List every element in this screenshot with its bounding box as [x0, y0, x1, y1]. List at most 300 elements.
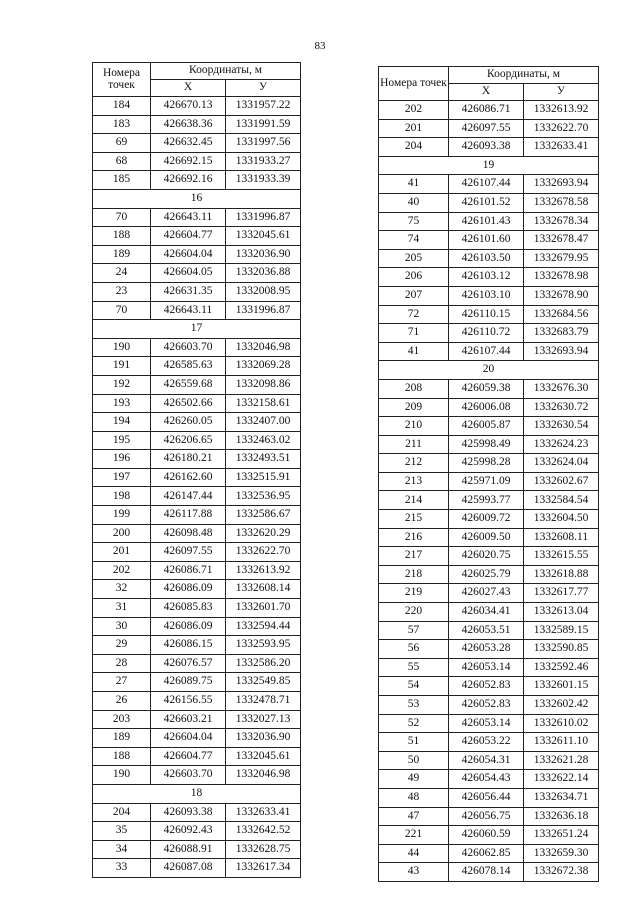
point-number-cell: 211	[379, 435, 449, 454]
y-coordinate-cell: 1332604.50	[524, 510, 599, 529]
x-coordinate-cell: 426009.72	[449, 510, 524, 529]
x-coordinate-cell: 426603.21	[151, 710, 226, 729]
y-coordinate-cell: 1332678.34	[524, 212, 599, 231]
table-row	[379, 547, 599, 566]
header-coordinates: Координаты, м	[151, 63, 301, 80]
point-number-cell: 51	[379, 733, 449, 752]
x-coordinate-cell: 426056.75	[449, 807, 524, 826]
table-row	[93, 338, 301, 357]
table-row	[379, 491, 599, 510]
x-coordinate-cell: 426056.44	[449, 788, 524, 807]
y-coordinate-cell: 1332615.55	[524, 547, 599, 566]
table-row	[93, 506, 301, 525]
point-number-cell: 28	[93, 654, 151, 673]
table-row	[93, 487, 301, 506]
table-row	[379, 510, 599, 529]
y-coordinate-cell: 1332633.41	[226, 803, 301, 822]
point-number-cell: 201	[379, 119, 449, 138]
y-coordinate-cell: 1332611.10	[524, 733, 599, 752]
x-coordinate-cell: 426027.43	[449, 584, 524, 603]
x-coordinate-cell: 426162.60	[151, 468, 226, 487]
table-row	[93, 840, 301, 859]
point-number-cell: 195	[93, 431, 151, 450]
x-coordinate-cell: 426260.05	[151, 413, 226, 432]
point-number-cell: 193	[93, 394, 151, 413]
point-number-cell: 202	[93, 561, 151, 580]
point-number-cell: 70	[93, 301, 151, 320]
point-number-cell: 74	[379, 231, 449, 250]
section-label: 20	[379, 361, 599, 380]
x-coordinate-cell: 426086.71	[449, 101, 524, 120]
point-number-cell: 218	[379, 565, 449, 584]
section-row	[379, 156, 599, 175]
x-coordinate-cell: 426006.08	[449, 398, 524, 417]
point-number-cell: 68	[93, 152, 151, 171]
y-coordinate-cell: 1332602.42	[524, 696, 599, 715]
x-coordinate-cell: 426101.43	[449, 212, 524, 231]
point-number-cell: 49	[379, 770, 449, 789]
table-row	[93, 134, 301, 153]
point-number-cell: 204	[379, 138, 449, 157]
table-row	[93, 561, 301, 580]
y-coordinate-cell: 1332608.11	[524, 528, 599, 547]
table-row	[379, 324, 599, 343]
x-coordinate-cell: 426078.14	[449, 863, 524, 882]
x-coordinate-cell: 426107.44	[449, 175, 524, 194]
y-coordinate-cell: 1332589.15	[524, 621, 599, 640]
table-row	[93, 468, 301, 487]
x-coordinate-cell: 426034.41	[449, 603, 524, 622]
table-row	[379, 231, 599, 250]
table-row	[93, 636, 301, 655]
x-coordinate-cell: 426086.15	[151, 636, 226, 655]
header-y: У	[226, 80, 301, 97]
section-label: 16	[93, 189, 301, 208]
table-row	[379, 584, 599, 603]
table-row	[93, 654, 301, 673]
y-coordinate-cell: 1332693.94	[524, 342, 599, 361]
table-row	[93, 599, 301, 618]
section-row	[93, 320, 301, 339]
y-coordinate-cell: 1332617.77	[524, 584, 599, 603]
x-coordinate-cell: 426052.83	[449, 696, 524, 715]
x-coordinate-cell: 426025.79	[449, 565, 524, 584]
x-coordinate-cell: 426059.38	[449, 379, 524, 398]
table-row	[379, 788, 599, 807]
x-coordinate-cell: 426097.55	[151, 543, 226, 562]
table-row	[379, 175, 599, 194]
x-coordinate-cell: 426085.83	[151, 599, 226, 618]
x-coordinate-cell: 426603.70	[151, 338, 226, 357]
y-coordinate-cell: 1332659.30	[524, 844, 599, 863]
table-row	[93, 673, 301, 692]
y-coordinate-cell: 1332628.75	[226, 840, 301, 859]
x-coordinate-cell: 426180.21	[151, 450, 226, 469]
section-row	[93, 189, 301, 208]
header-coordinates: Координаты, м	[449, 67, 599, 84]
point-number-cell: 221	[379, 826, 449, 845]
y-coordinate-cell: 1332613.92	[226, 561, 301, 580]
x-coordinate-cell: 426110.72	[449, 324, 524, 343]
y-coordinate-cell: 1332584.54	[524, 491, 599, 510]
point-number-cell: 43	[379, 863, 449, 882]
y-coordinate-cell: 1331997.56	[226, 134, 301, 153]
y-coordinate-cell: 1332633.41	[524, 138, 599, 157]
table-row	[379, 472, 599, 491]
y-coordinate-cell: 1332613.04	[524, 603, 599, 622]
y-coordinate-cell: 1332678.90	[524, 286, 599, 305]
y-coordinate-cell: 1332618.88	[524, 565, 599, 584]
table-row	[379, 379, 599, 398]
y-coordinate-cell: 1332621.28	[524, 751, 599, 770]
header-y: У	[524, 84, 599, 101]
y-coordinate-cell: 1332046.98	[226, 766, 301, 785]
y-coordinate-cell: 1332624.23	[524, 435, 599, 454]
point-number-cell: 189	[93, 729, 151, 748]
table-body	[379, 101, 599, 882]
x-coordinate-cell: 426098.48	[151, 524, 226, 543]
y-coordinate-cell: 1331957.22	[226, 97, 301, 116]
y-coordinate-cell: 1332684.56	[524, 305, 599, 324]
table-row	[379, 286, 599, 305]
point-number-cell: 201	[93, 543, 151, 562]
y-coordinate-cell: 1332678.47	[524, 231, 599, 250]
table-row	[379, 193, 599, 212]
y-coordinate-cell: 1332586.20	[226, 654, 301, 673]
x-coordinate-cell: 426086.71	[151, 561, 226, 580]
table-row	[379, 751, 599, 770]
point-number-cell: 205	[379, 249, 449, 268]
y-coordinate-cell: 1332651.24	[524, 826, 599, 845]
point-number-cell: 71	[379, 324, 449, 343]
x-coordinate-cell: 426005.87	[449, 417, 524, 436]
table-row	[93, 450, 301, 469]
y-coordinate-cell: 1332158.61	[226, 394, 301, 413]
y-coordinate-cell: 1332679.95	[524, 249, 599, 268]
point-number-cell: 219	[379, 584, 449, 603]
y-coordinate-cell: 1331933.27	[226, 152, 301, 171]
y-coordinate-cell: 1332693.94	[524, 175, 599, 194]
x-coordinate-cell: 426559.68	[151, 375, 226, 394]
point-number-cell: 199	[93, 506, 151, 525]
table-body	[93, 97, 301, 878]
table-row	[379, 696, 599, 715]
y-coordinate-cell: 1332602.67	[524, 472, 599, 491]
x-coordinate-cell: 426603.70	[151, 766, 226, 785]
table-row	[93, 245, 301, 264]
x-coordinate-cell: 426110.15	[449, 305, 524, 324]
x-coordinate-cell: 426103.50	[449, 249, 524, 268]
point-number-cell: 70	[93, 208, 151, 227]
x-coordinate-cell: 426093.38	[151, 803, 226, 822]
section-row	[93, 784, 301, 803]
table-row	[93, 803, 301, 822]
x-coordinate-cell: 426101.60	[449, 231, 524, 250]
table-row	[379, 863, 599, 882]
y-coordinate-cell: 1332463.02	[226, 431, 301, 450]
y-coordinate-cell: 1331991.59	[226, 115, 301, 134]
y-coordinate-cell: 1332046.98	[226, 338, 301, 357]
y-coordinate-cell: 1332098.86	[226, 375, 301, 394]
point-number-cell: 41	[379, 175, 449, 194]
table-row	[93, 524, 301, 543]
table-row	[93, 208, 301, 227]
point-number-cell: 212	[379, 454, 449, 473]
table-row	[93, 413, 301, 432]
x-coordinate-cell: 426643.11	[151, 208, 226, 227]
table-row	[93, 431, 301, 450]
point-number-cell: 29	[93, 636, 151, 655]
table-row	[379, 733, 599, 752]
y-coordinate-cell: 1332678.98	[524, 268, 599, 287]
point-number-cell: 200	[93, 524, 151, 543]
section-label: 19	[379, 156, 599, 175]
y-coordinate-cell: 1332630.54	[524, 417, 599, 436]
point-number-cell: 203	[93, 710, 151, 729]
point-number-cell: 31	[93, 599, 151, 618]
point-number-cell: 196	[93, 450, 151, 469]
table-row	[93, 301, 301, 320]
x-coordinate-cell: 426670.13	[151, 97, 226, 116]
table-row	[379, 398, 599, 417]
x-coordinate-cell: 426087.08	[151, 859, 226, 878]
table-row	[93, 822, 301, 841]
table-row	[379, 417, 599, 436]
x-coordinate-cell: 426053.22	[449, 733, 524, 752]
table-row	[379, 807, 599, 826]
point-number-cell: 188	[93, 747, 151, 766]
x-coordinate-cell: 426502.66	[151, 394, 226, 413]
y-coordinate-cell: 1332642.52	[226, 822, 301, 841]
point-number-cell: 26	[93, 692, 151, 711]
table-row	[379, 454, 599, 473]
y-coordinate-cell: 1332045.61	[226, 747, 301, 766]
x-coordinate-cell: 426117.88	[151, 506, 226, 525]
table-row	[379, 826, 599, 845]
point-number-cell: 204	[93, 803, 151, 822]
x-coordinate-cell: 426631.35	[151, 282, 226, 301]
point-number-cell: 54	[379, 677, 449, 696]
y-coordinate-cell: 1332515.91	[226, 468, 301, 487]
table-row	[93, 543, 301, 562]
point-number-cell: 24	[93, 264, 151, 283]
section-label: 18	[93, 784, 301, 803]
y-coordinate-cell: 1332036.88	[226, 264, 301, 283]
point-number-cell: 207	[379, 286, 449, 305]
x-coordinate-cell: 425998.49	[449, 435, 524, 454]
y-coordinate-cell: 1331933.39	[226, 171, 301, 190]
point-number-cell: 44	[379, 844, 449, 863]
y-coordinate-cell: 1332590.85	[524, 640, 599, 659]
y-coordinate-cell: 1332069.28	[226, 357, 301, 376]
x-coordinate-cell: 426585.63	[151, 357, 226, 376]
point-number-cell: 34	[93, 840, 151, 859]
y-coordinate-cell: 1331996.87	[226, 301, 301, 320]
x-coordinate-cell: 426092.43	[151, 822, 226, 841]
header-point-numbers: Номера точек	[93, 63, 151, 97]
y-coordinate-cell: 1332478.71	[226, 692, 301, 711]
table-row	[379, 101, 599, 120]
page-number: 83	[314, 40, 326, 52]
point-number-cell: 184	[93, 97, 151, 116]
table-row	[379, 640, 599, 659]
point-number-cell: 202	[379, 101, 449, 120]
table-row	[93, 729, 301, 748]
table-row	[379, 119, 599, 138]
x-coordinate-cell: 426089.75	[151, 673, 226, 692]
table-row	[93, 692, 301, 711]
y-coordinate-cell: 1332672.38	[524, 863, 599, 882]
y-coordinate-cell: 1331996.87	[226, 208, 301, 227]
point-number-cell: 190	[93, 338, 151, 357]
point-number-cell: 188	[93, 227, 151, 246]
y-coordinate-cell: 1332594.44	[226, 617, 301, 636]
point-number-cell: 69	[93, 134, 151, 153]
x-coordinate-cell: 426643.11	[151, 301, 226, 320]
header-point-numbers: Номера точек	[379, 67, 449, 101]
x-coordinate-cell: 426053.28	[449, 640, 524, 659]
table-row	[379, 342, 599, 361]
x-coordinate-cell: 426053.51	[449, 621, 524, 640]
x-coordinate-cell: 426604.04	[151, 245, 226, 264]
point-number-cell: 208	[379, 379, 449, 398]
y-coordinate-cell: 1332622.70	[524, 119, 599, 138]
point-number-cell: 48	[379, 788, 449, 807]
x-coordinate-cell: 426692.15	[151, 152, 226, 171]
table-row	[93, 747, 301, 766]
y-coordinate-cell: 1332683.79	[524, 324, 599, 343]
x-coordinate-cell: 426054.31	[449, 751, 524, 770]
x-coordinate-cell: 426103.10	[449, 286, 524, 305]
point-number-cell: 209	[379, 398, 449, 417]
table-row	[93, 171, 301, 190]
table-row	[93, 859, 301, 878]
x-coordinate-cell: 426604.77	[151, 747, 226, 766]
point-number-cell: 206	[379, 268, 449, 287]
table-row	[93, 357, 301, 376]
y-coordinate-cell: 1332617.34	[226, 859, 301, 878]
point-number-cell: 52	[379, 714, 449, 733]
table-row	[93, 375, 301, 394]
y-coordinate-cell: 1332620.29	[226, 524, 301, 543]
point-number-cell: 47	[379, 807, 449, 826]
y-coordinate-cell: 1332027.13	[226, 710, 301, 729]
y-coordinate-cell: 1332676.30	[524, 379, 599, 398]
table-row	[379, 565, 599, 584]
y-coordinate-cell: 1332608.14	[226, 580, 301, 599]
x-coordinate-cell: 425971.09	[449, 472, 524, 491]
table-row	[379, 770, 599, 789]
section-label: 17	[93, 320, 301, 339]
x-coordinate-cell: 426156.55	[151, 692, 226, 711]
point-number-cell: 72	[379, 305, 449, 324]
table-row	[93, 264, 301, 283]
table-row	[93, 115, 301, 134]
point-number-cell: 220	[379, 603, 449, 622]
point-number-cell: 32	[93, 580, 151, 599]
y-coordinate-cell: 1332493.51	[226, 450, 301, 469]
table-row	[379, 305, 599, 324]
y-coordinate-cell: 1332613.92	[524, 101, 599, 120]
x-coordinate-cell: 426103.12	[449, 268, 524, 287]
point-number-cell: 50	[379, 751, 449, 770]
point-number-cell: 192	[93, 375, 151, 394]
table-row	[379, 844, 599, 863]
x-coordinate-cell: 426060.59	[449, 826, 524, 845]
point-number-cell: 23	[93, 282, 151, 301]
y-coordinate-cell: 1332008.95	[226, 282, 301, 301]
point-number-cell: 41	[379, 342, 449, 361]
table-row	[93, 394, 301, 413]
point-number-cell: 214	[379, 491, 449, 510]
y-coordinate-cell: 1332610.02	[524, 714, 599, 733]
x-coordinate-cell: 425998.28	[449, 454, 524, 473]
y-coordinate-cell: 1332636.18	[524, 807, 599, 826]
y-coordinate-cell: 1332036.90	[226, 729, 301, 748]
table-row	[379, 212, 599, 231]
x-coordinate-cell: 426076.57	[151, 654, 226, 673]
x-coordinate-cell: 426206.65	[151, 431, 226, 450]
x-coordinate-cell: 426009.50	[449, 528, 524, 547]
table-row	[93, 617, 301, 636]
table-row	[93, 766, 301, 785]
table-row	[93, 227, 301, 246]
x-coordinate-cell: 426093.38	[449, 138, 524, 157]
x-coordinate-cell: 426692.16	[151, 171, 226, 190]
x-coordinate-cell: 426604.04	[151, 729, 226, 748]
point-number-cell: 210	[379, 417, 449, 436]
point-number-cell: 57	[379, 621, 449, 640]
x-coordinate-cell: 426053.14	[449, 714, 524, 733]
x-coordinate-cell: 426638.36	[151, 115, 226, 134]
table-row	[379, 621, 599, 640]
coordinates-table-right	[378, 66, 599, 882]
point-number-cell: 185	[93, 171, 151, 190]
x-coordinate-cell: 426097.55	[449, 119, 524, 138]
point-number-cell: 35	[93, 822, 151, 841]
y-coordinate-cell: 1332593.95	[226, 636, 301, 655]
x-coordinate-cell: 425993.77	[449, 491, 524, 510]
y-coordinate-cell: 1332592.46	[524, 658, 599, 677]
table-row	[379, 603, 599, 622]
y-coordinate-cell: 1332678.58	[524, 193, 599, 212]
header-x: Х	[151, 80, 226, 97]
point-number-cell: 53	[379, 696, 449, 715]
y-coordinate-cell: 1332601.70	[226, 599, 301, 618]
point-number-cell: 30	[93, 617, 151, 636]
x-coordinate-cell: 426604.05	[151, 264, 226, 283]
table-row	[93, 97, 301, 116]
x-coordinate-cell: 426020.75	[449, 547, 524, 566]
x-coordinate-cell: 426088.91	[151, 840, 226, 859]
point-number-cell: 75	[379, 212, 449, 231]
table-row	[379, 528, 599, 547]
point-number-cell: 27	[93, 673, 151, 692]
x-coordinate-cell: 426053.14	[449, 658, 524, 677]
x-coordinate-cell: 426052.83	[449, 677, 524, 696]
point-number-cell: 194	[93, 413, 151, 432]
point-number-cell: 189	[93, 245, 151, 264]
y-coordinate-cell: 1332601.15	[524, 677, 599, 696]
y-coordinate-cell: 1332622.14	[524, 770, 599, 789]
point-number-cell: 56	[379, 640, 449, 659]
table-row	[379, 677, 599, 696]
point-number-cell: 190	[93, 766, 151, 785]
y-coordinate-cell: 1332407.00	[226, 413, 301, 432]
point-number-cell: 191	[93, 357, 151, 376]
y-coordinate-cell: 1332622.70	[226, 543, 301, 562]
table-row	[379, 714, 599, 733]
